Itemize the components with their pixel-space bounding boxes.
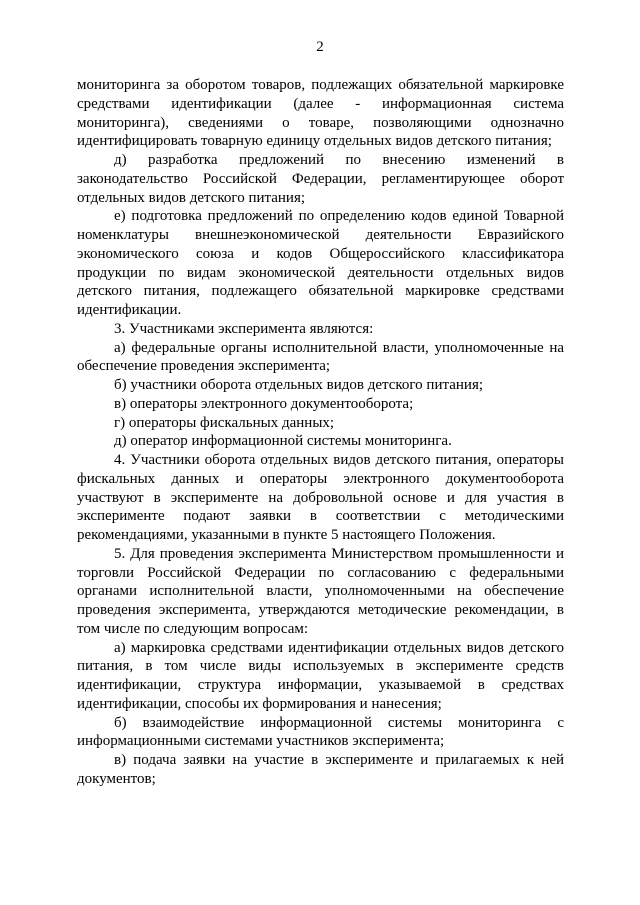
paragraph-item-v-application: в) подача заявки на участие в эксперименте и прилагаемых к ней документов; <box>77 752 564 787</box>
paragraph-section-5: 5. Для проведения эксперимента Министерством промышленности и торговли Российской Федерации по согласованию с федеральными органами исполнительной власти, уполномоченными на обеспечение проведения эксперимента, утверждаются методические рекомендации, в том числе по следующим вопросам: <box>77 545 564 637</box>
paragraph-continuation: мониторинга за оборотом товаров, подлежащих обязательной маркировке средствами идентификации (далее - информационная система мониторинга), сведениями о товаре, позволяющими однозначно идентифицировать товарную единицу отдельных видов детского питания; <box>77 77 564 150</box>
paragraph-item-b-interaction: б) взаимодействие информационной системы мониторинга с информационными системами участников эксперимента; <box>77 714 564 750</box>
paragraph-section-3: 3. Участниками эксперимента являются: <box>114 320 374 337</box>
paragraph-item-e-codes: е) подготовка предложений по определению кодов единой Товарной номенклатуры внешнеэкономической деятельности Евразийского экономического союза и кодов Общероссийского классификатора продукции по видам экономической деятельности отдельных видов детского питания, подлежащего обязательной маркировке средствами идентификации. <box>77 208 564 318</box>
paragraph-item-d-monitoring-operator: д) оператор информационной системы мониторинга. <box>114 433 452 450</box>
paragraph-item-a-federal-bodies: а) федеральные органы исполнительной власти, уполномоченные на обеспечение проведения эксперимента; <box>77 339 564 375</box>
paragraph-item-b-participants: б) участники оборота отдельных видов детского питания; <box>114 377 484 393</box>
paragraph-item-a-marking: а) маркировка средствами идентификации отдельных видов детского питания, в том числе виды используемых в эксперименте средств идентификации, структура информации, указываемой в средствах идентификации, способы их формирования и нанесения; <box>77 639 564 712</box>
paragraph-item-v-edo-operators: в) операторы электронного документооборота; <box>114 395 414 412</box>
page-number: 2 <box>316 39 324 55</box>
paragraph-item-g-fiscal-operators: г) операторы фискальных данных; <box>114 414 335 431</box>
paragraph-section-4: 4. Участники оборота отдельных видов детского питания, операторы фискальных данных и операторы электронного документооборота участвуют в эксперименте на добровольной основе и для участия в эксперименте подают заявки в соответствии с методическими рекомендациями, указанными в пункте 5 настоящего Положения. <box>77 452 564 543</box>
paragraph-item-d-development: д) разработка предложений по внесению изменений в законодательство Российской Федерации, регламентирующее оборот отдельных видов детского питания; <box>77 152 564 206</box>
document-body <box>77 76 564 789</box>
